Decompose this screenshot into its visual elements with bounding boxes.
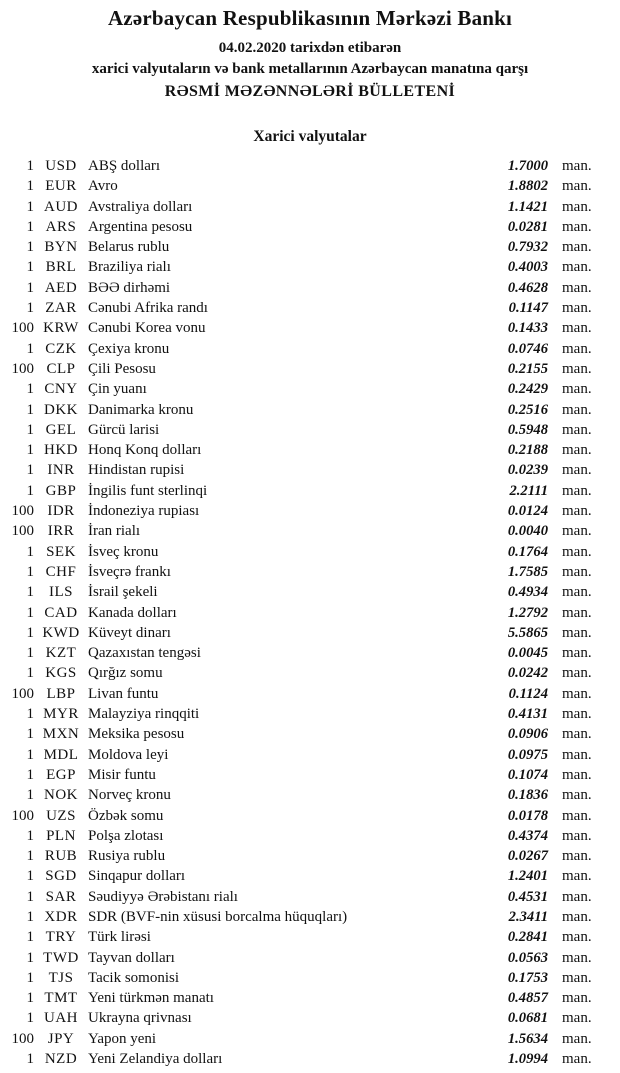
currency-name: Kanada dolları [88, 604, 177, 621]
rate-unit: man. [562, 218, 592, 235]
rate-row [0, 460, 600, 480]
rate-value: 1.0994 [507, 1051, 548, 1068]
rate-unit: man. [562, 381, 592, 398]
currency-code: TMT [44, 990, 78, 1007]
rate-quantity: 1 [26, 279, 34, 296]
rate-quantity: 1 [26, 300, 34, 317]
currency-name: Livan funtu [88, 685, 159, 702]
currency-name: BƏƏ dirhəmi [88, 279, 171, 296]
currency-code: ILS [49, 584, 73, 601]
rate-quantity: 1 [26, 990, 34, 1007]
currency-name: Küveyt dinarı [88, 624, 171, 641]
rate-value: 5.5865 [507, 624, 548, 641]
rate-row [0, 826, 600, 846]
rates-table [0, 156, 600, 1069]
rate-quantity: 1 [26, 178, 34, 195]
currency-code: TRY [45, 929, 77, 946]
rate-quantity: 1 [26, 401, 34, 418]
rate-value: 0.4934 [507, 584, 548, 601]
rate-value: 0.1147 [508, 300, 548, 317]
rate-unit: man. [562, 848, 592, 865]
rate-quantity: 100 [11, 685, 34, 702]
currency-code: XDR [44, 908, 78, 925]
rate-value: 1.8802 [507, 178, 548, 195]
currency-name: Səudiyyə Ərəbistanı rialı [88, 888, 238, 905]
rate-quantity: 1 [26, 442, 34, 459]
rate-row [0, 339, 600, 359]
rate-quantity: 1 [26, 645, 34, 662]
rate-row [0, 156, 600, 176]
rate-quantity: 1 [26, 848, 34, 865]
rate-quantity: 1 [26, 929, 34, 946]
rate-quantity: 1 [26, 949, 34, 966]
rate-value: 0.1124 [508, 685, 548, 702]
rate-value: 0.0242 [507, 665, 548, 682]
currency-code: MYR [43, 706, 79, 723]
rate-row [0, 237, 600, 257]
rate-unit: man. [562, 604, 592, 621]
rate-value: 0.4628 [507, 279, 548, 296]
rate-value: 2.2111 [509, 482, 548, 499]
rate-unit: man. [562, 178, 592, 195]
rate-quantity: 1 [26, 1010, 34, 1027]
rate-quantity: 1 [26, 1051, 34, 1068]
rate-row [0, 745, 600, 765]
currency-name: Tayvan dolları [88, 949, 175, 966]
rate-unit: man. [562, 239, 592, 256]
rate-value: 1.2792 [507, 604, 548, 621]
rate-unit: man. [562, 523, 592, 540]
currency-code: PLN [46, 827, 76, 844]
rate-unit: man. [562, 706, 592, 723]
currency-name: Yapon yeni [88, 1030, 157, 1047]
rate-row [0, 562, 600, 582]
currency-code: USD [45, 158, 77, 174]
rate-row [0, 684, 600, 704]
currency-name: Meksika pesosu [88, 726, 185, 743]
rate-value: 0.0281 [507, 218, 548, 235]
rate-row [0, 968, 600, 988]
currency-code: MDL [43, 746, 79, 763]
rate-row [0, 400, 600, 420]
rate-unit: man. [562, 1051, 592, 1068]
rate-row [0, 846, 600, 866]
rate-quantity: 1 [26, 421, 34, 438]
rate-row [0, 765, 600, 785]
currency-code: ARS [45, 218, 77, 235]
rate-row [0, 217, 600, 237]
rate-quantity: 1 [26, 381, 34, 398]
currency-name: Tacik somonisi [88, 969, 180, 986]
currency-code: CNY [44, 381, 78, 398]
rate-quantity: 1 [26, 624, 34, 641]
rate-value: 0.0239 [507, 462, 548, 479]
rate-value: 1.1421 [507, 198, 548, 215]
currency-code: KGS [45, 665, 77, 682]
rate-quantity: 100 [11, 503, 34, 520]
rate-unit: man. [562, 766, 592, 783]
currency-name: Avro [88, 178, 118, 195]
currency-name: Çexiya kronu [88, 340, 170, 357]
currency-name: Argentina pesosu [88, 218, 193, 235]
currency-name: Moldova leyi [88, 746, 169, 763]
rate-quantity: 1 [26, 604, 34, 621]
rate-quantity: 1 [26, 584, 34, 601]
rate-value: 0.0975 [507, 746, 548, 763]
section-title: Xarici valyutalar [253, 128, 367, 145]
currency-name: İngilis funt sterlinqi [88, 482, 208, 499]
rate-unit: man. [562, 442, 592, 459]
currency-code: GBP [45, 482, 77, 499]
currency-name: Qırğız somu [88, 665, 163, 682]
rate-value: 0.0124 [507, 503, 548, 520]
currency-code: NZD [44, 1051, 78, 1068]
rate-quantity: 1 [26, 259, 34, 276]
currency-code: BRL [45, 259, 77, 276]
rate-quantity: 1 [26, 462, 34, 479]
currency-code: RUB [44, 848, 78, 865]
rate-value: 0.2429 [507, 381, 548, 398]
rate-unit: man. [562, 949, 592, 966]
currency-name: Özbək somu [88, 807, 164, 824]
rate-value: 0.0906 [507, 726, 548, 743]
rate-value: 0.1074 [507, 766, 548, 783]
currency-code: IRR [47, 523, 75, 540]
rate-value: 0.0681 [507, 1010, 548, 1027]
currency-code: GEL [45, 421, 77, 438]
rate-row [0, 1049, 600, 1069]
rate-unit: man. [562, 908, 592, 925]
currency-code: UAH [44, 1010, 78, 1027]
currency-code: MXN [42, 726, 80, 743]
rate-value: 0.0178 [507, 807, 548, 824]
rate-value: 0.4531 [507, 888, 548, 905]
rate-unit: man. [562, 645, 592, 662]
rate-value: 0.4003 [507, 259, 548, 276]
currency-code: TJS [48, 969, 74, 986]
rate-unit: man. [562, 868, 592, 885]
rate-unit: man. [562, 787, 592, 804]
rate-unit: man. [562, 543, 592, 560]
rate-value: 0.1753 [507, 969, 548, 986]
currency-name: İsveçrə frankı [88, 563, 171, 580]
subtitle-line: xarici valyutaların və bank metallarının Azərbaycan manatına qarşı [91, 61, 529, 77]
rate-row [0, 1008, 600, 1028]
rate-value: 0.5948 [507, 421, 548, 438]
currency-name: Misir funtu [88, 766, 156, 783]
rate-value: 0.2155 [507, 360, 548, 377]
rate-quantity: 1 [26, 543, 34, 560]
rate-row [0, 379, 600, 399]
rate-row [0, 643, 600, 663]
rate-unit: man. [562, 990, 592, 1007]
rate-quantity: 1 [26, 239, 34, 256]
rate-unit: man. [562, 1010, 592, 1027]
rate-value: 0.7932 [507, 239, 548, 256]
rate-quantity: 1 [26, 787, 34, 804]
currency-code: IDR [47, 503, 75, 520]
rate-quantity: 1 [26, 868, 34, 885]
currency-name: Braziliya rialı [88, 259, 171, 276]
rate-quantity: 100 [11, 807, 34, 824]
rate-quantity: 1 [26, 563, 34, 580]
currency-name: ABŞ dolları [88, 158, 161, 174]
currency-name: Rusiya rublu [88, 848, 166, 865]
currency-code: CLP [46, 360, 76, 377]
currency-code: KWD [42, 624, 80, 641]
rate-unit: man. [562, 827, 592, 844]
rate-unit: man. [562, 421, 592, 438]
rate-value: 1.7000 [507, 158, 548, 174]
currency-name: Hindistan rupisi [88, 462, 185, 479]
currency-name: Polşa zlotası [88, 827, 164, 844]
rate-row [0, 1029, 600, 1049]
rate-unit: man. [562, 888, 592, 905]
rate-value: 0.4131 [507, 706, 548, 723]
currency-code: HKD [44, 442, 78, 459]
rate-row [0, 806, 600, 826]
currency-code: SAR [45, 888, 77, 905]
currency-name: Ukrayna qrivnası [88, 1010, 192, 1027]
rate-quantity: 1 [26, 218, 34, 235]
currency-code: KZT [45, 645, 77, 662]
rate-unit: man. [562, 401, 592, 418]
rate-row [0, 907, 600, 927]
currency-name: Cənubi Afrika randı [88, 300, 208, 317]
currency-name: Türk lirəsi [88, 929, 151, 946]
currency-name: Cənubi Korea vonu [88, 320, 206, 337]
rate-quantity: 100 [11, 320, 34, 337]
rate-unit: man. [562, 198, 592, 215]
rate-unit: man. [562, 1030, 592, 1047]
rate-quantity: 1 [26, 766, 34, 783]
bulletin-header [0, 5, 620, 103]
currency-code: SEK [46, 543, 76, 560]
rate-unit: man. [562, 360, 592, 377]
rate-value: 1.7585 [507, 563, 548, 580]
currency-code: KRW [43, 320, 79, 337]
rate-unit: man. [562, 807, 592, 824]
currency-code: CAD [44, 604, 78, 621]
currency-name: İsveç kronu [88, 543, 159, 560]
rate-unit: man. [562, 503, 592, 520]
currency-code: AED [44, 279, 78, 296]
rate-row [0, 927, 600, 947]
currency-name: Çili Pesosu [88, 360, 156, 377]
rate-unit: man. [562, 158, 592, 174]
rate-value: 0.1764 [507, 543, 548, 560]
rate-row [0, 623, 600, 643]
rate-quantity: 1 [26, 482, 34, 499]
rate-row [0, 866, 600, 886]
rate-row [0, 257, 600, 277]
rate-value: 0.0746 [507, 340, 548, 357]
rate-row [0, 481, 600, 501]
rate-value: 0.4857 [507, 990, 548, 1007]
currency-code: DKK [44, 401, 78, 418]
rate-unit: man. [562, 259, 592, 276]
rate-value: 0.1433 [507, 320, 548, 337]
currency-code: CZK [45, 340, 77, 357]
rate-quantity: 1 [26, 726, 34, 743]
currency-name: Norveç kronu [88, 787, 171, 804]
rate-value: 1.5634 [507, 1030, 548, 1047]
rate-value: 0.0563 [507, 949, 548, 966]
currency-name: Sinqapur dolları [88, 868, 186, 885]
rate-row [0, 359, 600, 379]
currency-code: CHF [45, 563, 77, 580]
currency-name: Honq Konq dolları [88, 442, 202, 459]
currency-name: Belarus rublu [88, 239, 170, 256]
bulletin-title-line: RƏSMİ MƏZƏNNƏLƏRİ BÜLLETENİ [164, 83, 456, 100]
rate-row [0, 704, 600, 724]
currency-name: Yeni Zelandiya dolları [88, 1051, 223, 1068]
rate-quantity: 1 [26, 198, 34, 215]
currency-code: NOK [44, 787, 78, 804]
rate-quantity: 1 [26, 908, 34, 925]
rate-unit: man. [562, 726, 592, 743]
rate-unit: man. [562, 320, 592, 337]
rate-row [0, 501, 600, 521]
rate-row [0, 440, 600, 460]
rate-unit: man. [562, 563, 592, 580]
currency-code: JPY [47, 1030, 75, 1047]
currency-name: İndoneziya rupiası [88, 503, 200, 520]
rate-quantity: 1 [26, 158, 34, 174]
currency-name: SDR (BVF-nin xüsusi borcalma hüquqları) [88, 908, 348, 925]
currency-name: İsrail şekeli [88, 584, 158, 601]
rate-row [0, 582, 600, 602]
rate-row [0, 521, 600, 541]
rate-unit: man. [562, 340, 592, 357]
rate-row [0, 603, 600, 623]
rate-quantity: 100 [11, 360, 34, 377]
rate-row [0, 278, 600, 298]
currency-code: SGD [45, 868, 77, 885]
currency-code: EGP [46, 766, 76, 783]
rate-row [0, 420, 600, 440]
rate-value: 0.2516 [507, 401, 548, 418]
rate-row [0, 318, 600, 338]
rate-unit: man. [562, 584, 592, 601]
rate-quantity: 1 [26, 706, 34, 723]
currency-name: İran rialı [88, 523, 141, 540]
rate-value: 0.0040 [507, 523, 548, 540]
currency-name: Qazaxıstan tengəsi [88, 645, 201, 662]
rate-quantity: 1 [26, 665, 34, 682]
rate-unit: man. [562, 665, 592, 682]
rate-row [0, 887, 600, 907]
rate-row [0, 724, 600, 744]
currency-name: Yeni türkmən manatı [88, 990, 214, 1007]
rate-value: 0.1836 [507, 787, 548, 804]
bank-title: Azərbaycan Respublikasının Mərkəzi Bankı [107, 6, 513, 30]
rate-value: 2.3411 [508, 908, 548, 925]
rate-unit: man. [562, 746, 592, 763]
rate-unit: man. [562, 685, 592, 702]
currency-name: Çin yuanı [88, 381, 147, 398]
rate-row [0, 197, 600, 217]
rate-row [0, 785, 600, 805]
rate-unit: man. [562, 300, 592, 317]
rate-unit: man. [562, 969, 592, 986]
rate-unit: man. [562, 279, 592, 296]
rate-row [0, 663, 600, 683]
rate-value: 0.2841 [507, 929, 548, 946]
rate-row [0, 948, 600, 968]
currency-code: EUR [45, 178, 77, 195]
currency-code: AUD [44, 198, 78, 215]
rate-quantity: 1 [26, 888, 34, 905]
currency-code: LBP [46, 685, 76, 702]
rate-quantity: 1 [26, 746, 34, 763]
currency-name: Gürcü larisi [88, 421, 160, 438]
currency-name: Malayziya rinqqiti [88, 706, 200, 723]
rate-value: 0.2188 [507, 442, 548, 459]
currency-code: TWD [43, 949, 79, 966]
rate-row [0, 988, 600, 1008]
rate-value: 0.0045 [507, 645, 548, 662]
rate-quantity: 100 [11, 523, 34, 540]
rate-row [0, 542, 600, 562]
rate-quantity: 1 [26, 340, 34, 357]
currency-code: INR [47, 462, 75, 479]
rate-unit: man. [562, 482, 592, 499]
rate-quantity: 1 [26, 969, 34, 986]
rate-quantity: 100 [11, 1030, 34, 1047]
rate-quantity: 1 [26, 827, 34, 844]
rate-value: 1.2401 [507, 868, 548, 885]
rate-unit: man. [562, 624, 592, 641]
rate-row [0, 298, 600, 318]
effective-date-line: 04.02.2020 tarixdən etibarən [218, 40, 402, 56]
currency-code: UZS [46, 807, 76, 824]
rate-unit: man. [562, 929, 592, 946]
currency-name: Danimarka kronu [88, 401, 194, 418]
rate-value: 0.0267 [507, 848, 548, 865]
rate-unit: man. [562, 462, 592, 479]
currency-code: BYN [44, 239, 78, 256]
currency-name: Avstraliya dolları [88, 198, 193, 215]
rate-row [0, 176, 600, 196]
rate-value: 0.4374 [507, 827, 548, 844]
currency-code: ZAR [45, 300, 77, 317]
